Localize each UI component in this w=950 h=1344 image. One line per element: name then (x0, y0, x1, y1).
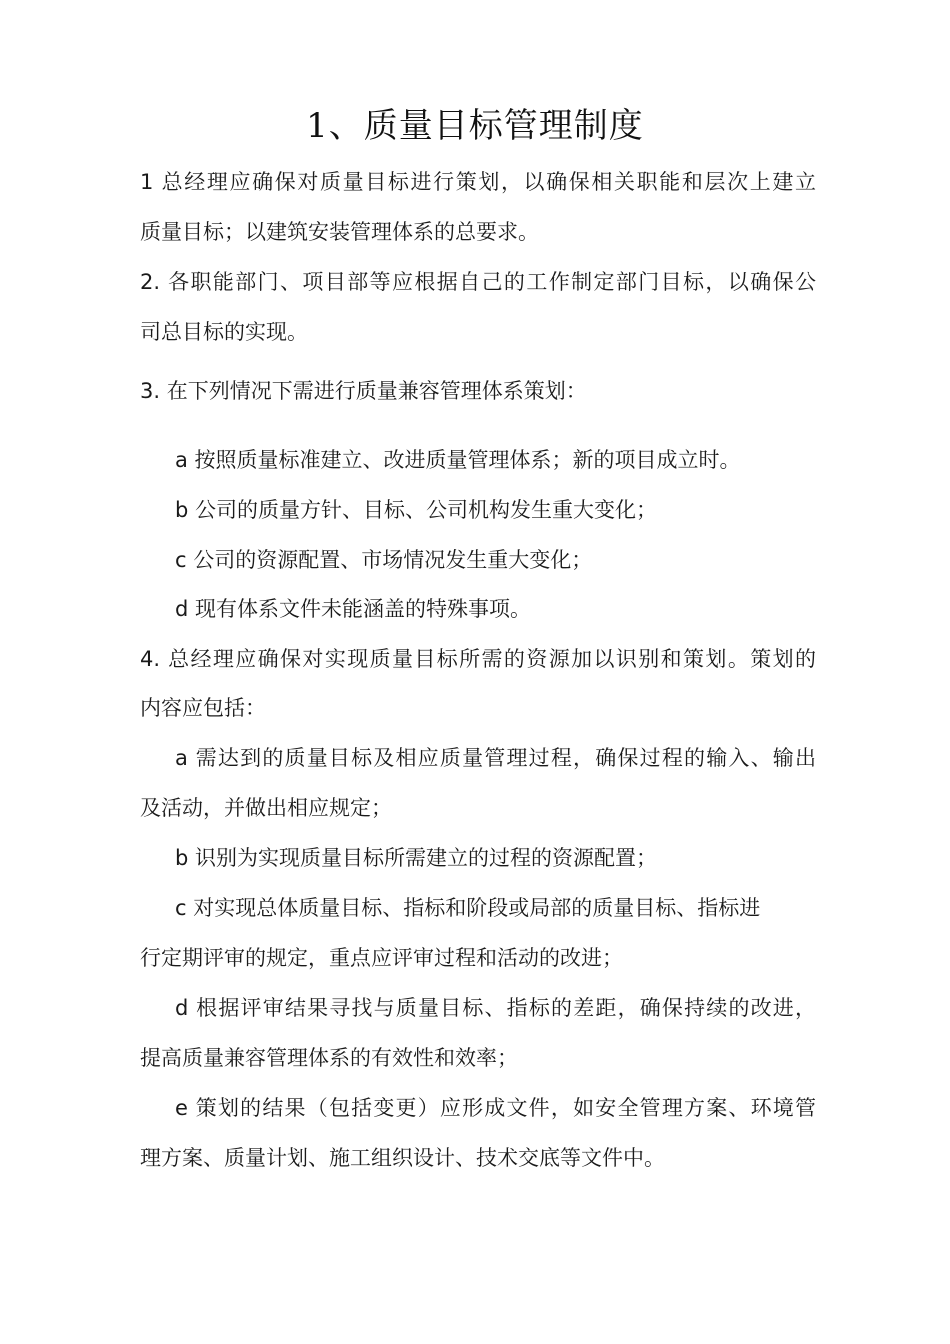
text-line-5: 3. 在下列情况下需进行质量兼容管理体系策划： (140, 379, 587, 403)
text-line-10: 4. 总经理应确保对实现质量目标所需的资源加以识别和策划。策划的 (140, 647, 816, 671)
text-line-14: b 识别为实现质量目标所需建立的过程的资源配置； (175, 846, 658, 870)
text-line-7: b 公司的质量方针、目标、公司机构发生重大变化； (175, 498, 658, 522)
text-line-12: a 需达到的质量目标及相应质量管理过程，确保过程的输入、输出 (175, 746, 816, 770)
text-line-1: 1 总经理应确保对质量目标进行策划，以确保相关职能和层次上建立 (140, 170, 816, 194)
text-line-9: d 现有体系文件未能涵盖的特殊事项。 (175, 597, 532, 621)
text-line-18: 提高质量兼容管理体系的有效性和效率； (140, 1046, 518, 1070)
text-line-17: d 根据评审结果寻找与质量目标、指标的差距，确保持续的改进， (175, 996, 816, 1020)
text-line-13: 及活动，并做出相应规定； (140, 796, 392, 820)
text-line-19: e 策划的结果（包括变更）应形成文件，如安全管理方案、环境管 (175, 1096, 816, 1120)
text-line-2: 质量目标；以建筑安装管理体系的总要求。 (140, 220, 539, 244)
text-line-6: a 按照质量标准建立、改进质量管理体系；新的项目成立时。 (175, 448, 741, 472)
page-title: 1、质量目标管理制度 (306, 106, 644, 146)
text-line-20: 理方案、质量计划、施工组织设计、技术交底等文件中。 (140, 1146, 665, 1170)
text-line-4: 司总目标的实现。 (140, 320, 308, 344)
text-line-16: 行定期评审的规定，重点应评审过程和活动的改进； (140, 946, 623, 970)
text-line-8: c 公司的资源配置、市场情况发生重大变化； (175, 548, 593, 572)
text-line-3: 2. 各职能部门、项目部等应根据自己的工作制定部门目标，以确保公 (140, 270, 816, 294)
text-line-15: c 对实现总体质量目标、指标和阶段或局部的质量目标、指标进 (175, 896, 761, 920)
text-line-11: 内容应包括： (140, 696, 266, 720)
